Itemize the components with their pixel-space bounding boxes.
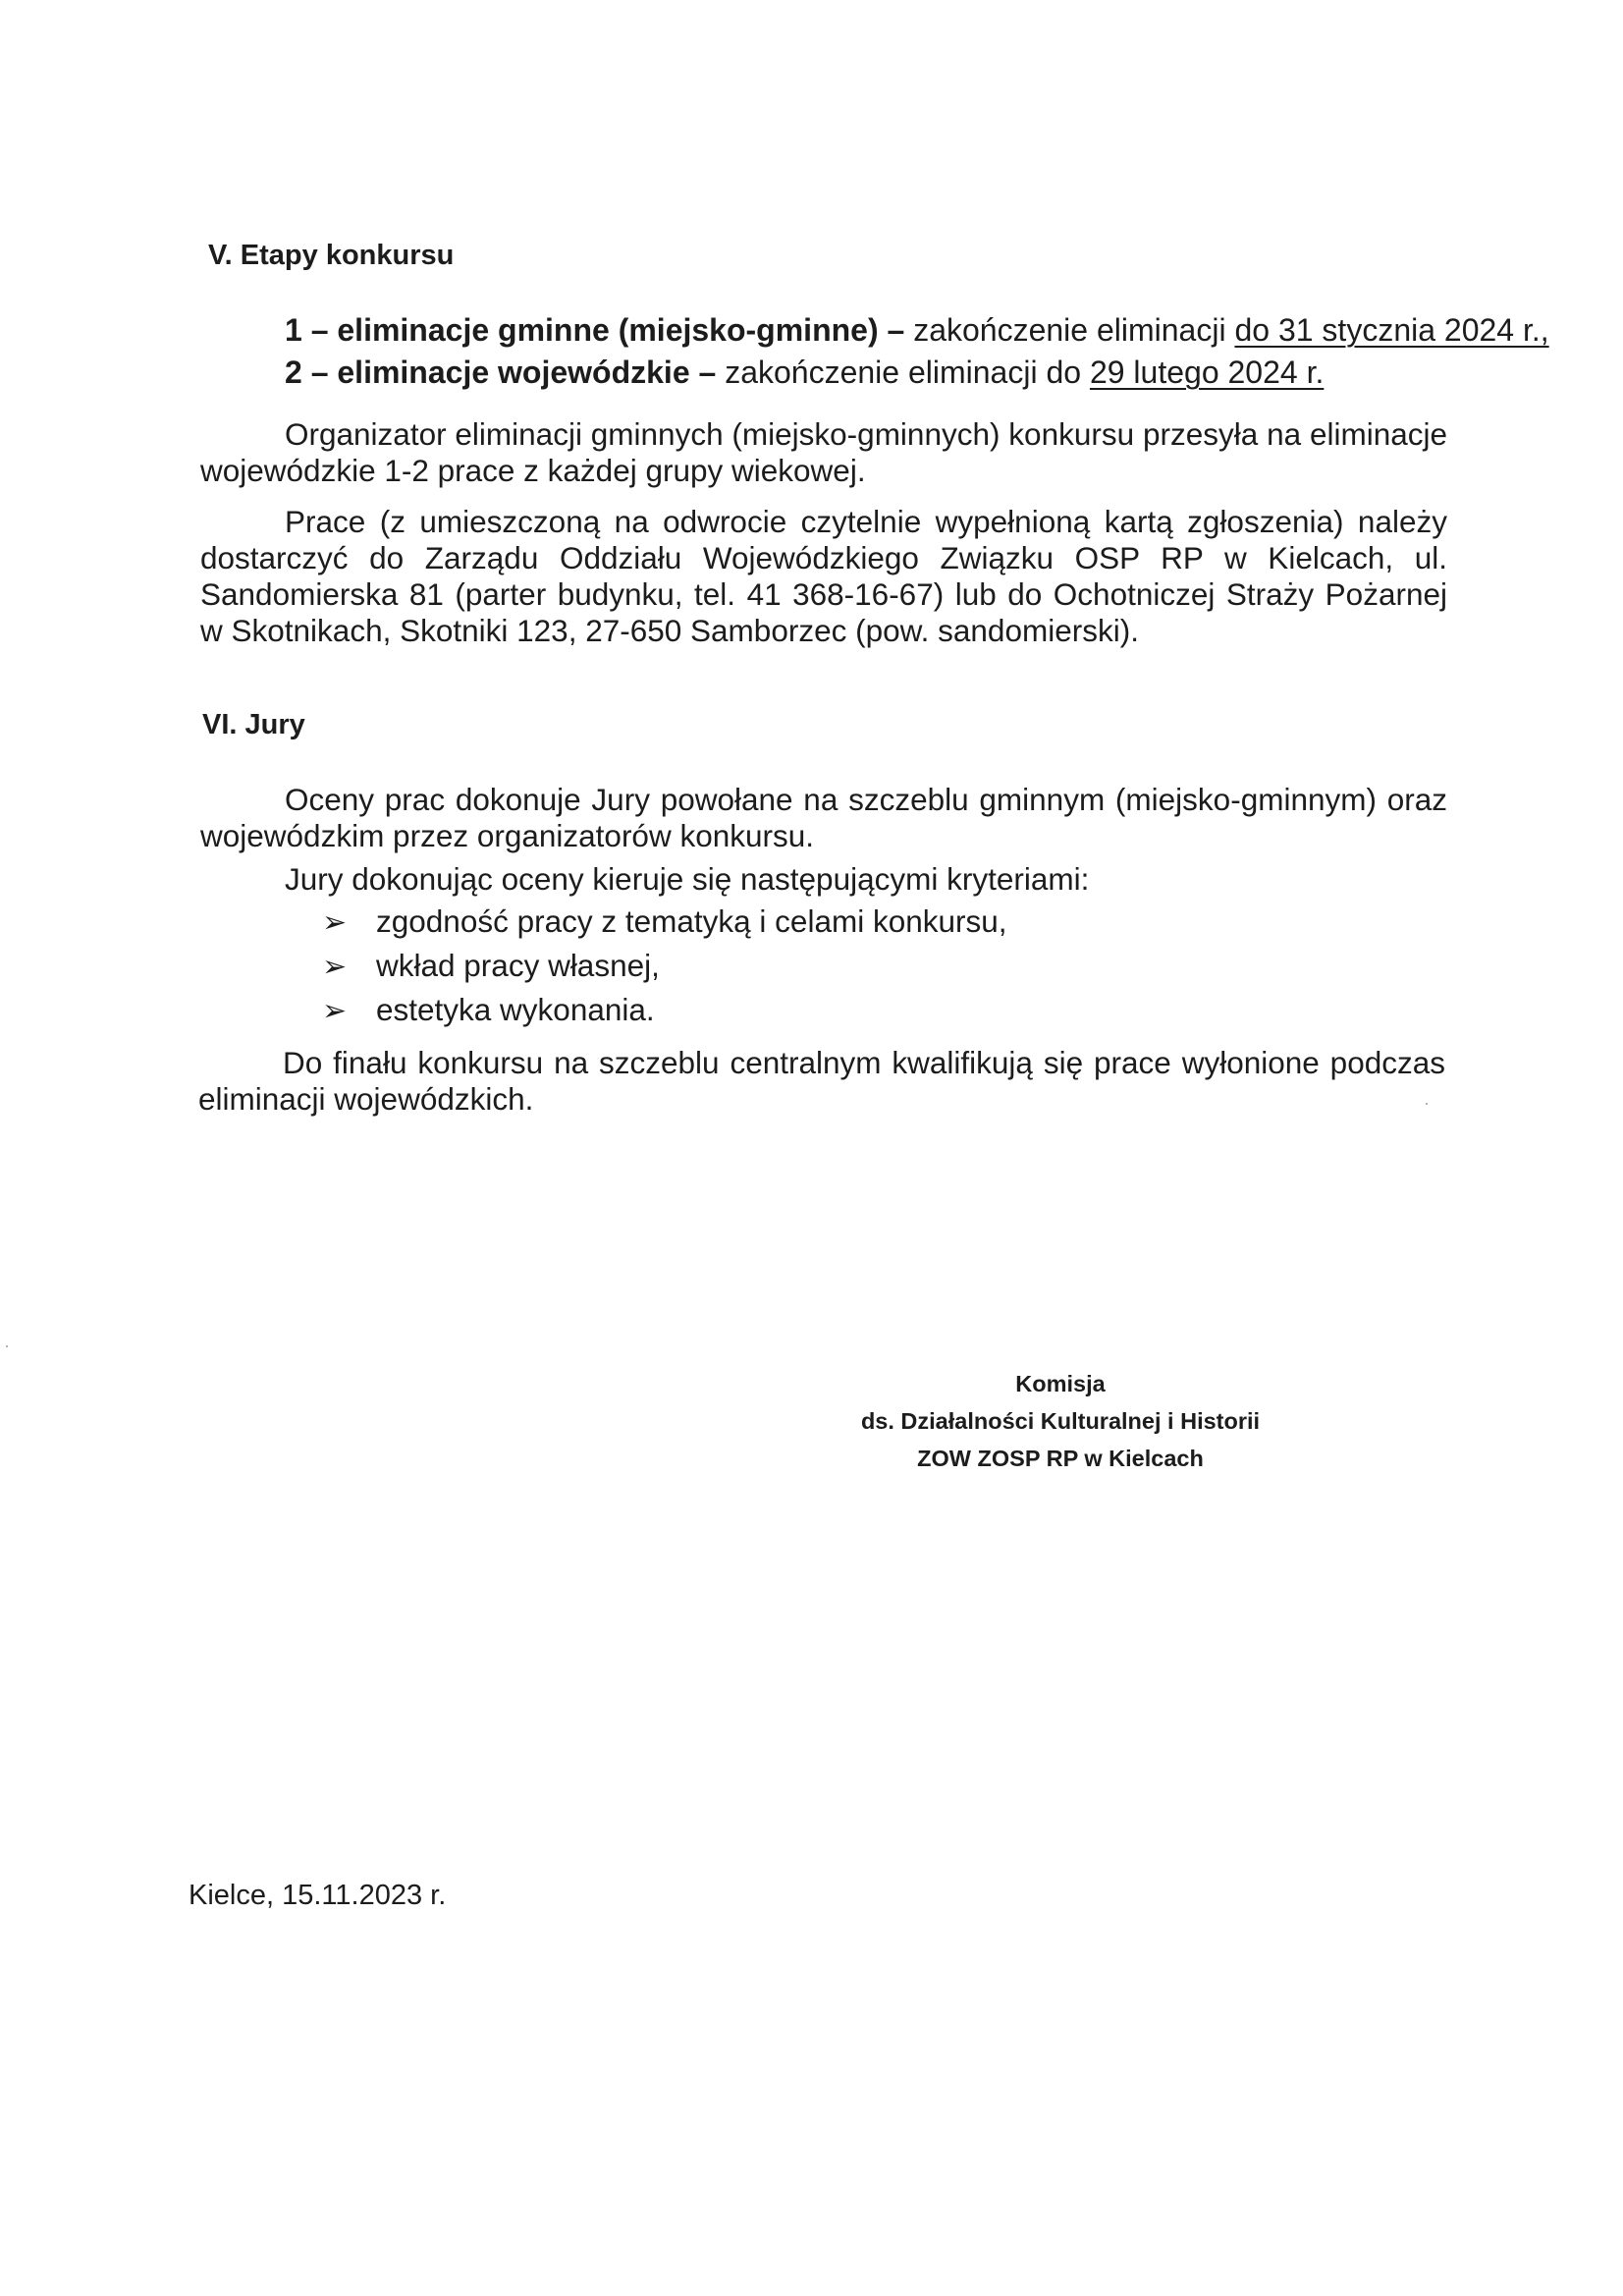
criteria-intro: Jury dokonując oceny kieruje się następującymi kryteriami: xyxy=(285,861,1090,897)
stage-1-deadline: do 31 stycznia 2024 r., xyxy=(1234,312,1549,348)
list-item: ➢ wkład pracy własnej, xyxy=(322,944,1007,988)
signature-line: Komisja xyxy=(1015,1371,1106,1396)
jury-paragraph: Oceny prac dokonuje Jury powołane na szczeblu gminnym (miejsko-gminnym) oraz wojewódzkim przez organizatorów konkursu. xyxy=(200,782,1447,853)
stage-1-text: zakończenie eliminacji xyxy=(904,312,1235,348)
arrow-bullet-icon: ➢ xyxy=(322,906,348,939)
stage-2-deadline: 29 lutego 2024 r. xyxy=(1089,355,1325,390)
section-v-heading: V. Etapy konkursu xyxy=(208,240,455,271)
stage-1-lead: 1 – eliminacje gminne (miejsko-gminne) – xyxy=(285,312,905,348)
scan-speck xyxy=(6,1345,8,1347)
list-item: ➢ estetyka wykonania. xyxy=(322,988,1007,1032)
signature-line: ZOW ZOSP RP w Kielcach xyxy=(917,1446,1204,1471)
stage-2-line xyxy=(285,355,1324,391)
criteria-list xyxy=(322,900,1007,1032)
submission-paragraph: Prace (z umieszczoną na odwrocie czytelnie wypełnioną kartą zgłoszenia) należy dostarczyć do Zarządu Oddziału Wojewódzkiego Związku OSP RP w Kielcach, ul. Sandomierska 81 (parter budynku, tel. 41 368-16-67) lub do Ochotniczej Straży Pożarnej w Skotnikach, Skotniki 123, 27-650 Samborzec (pow. sandomierski). xyxy=(200,504,1447,648)
organizer-paragraph: Organizator eliminacji gminnych (miejsko-gminnych) konkursu przesyła na eliminacje wojewódzkie 1-2 prace z każdej grupy wiekowej. xyxy=(200,416,1447,488)
section-vi-heading: VI. Jury xyxy=(202,709,305,740)
arrow-bullet-icon: ➢ xyxy=(322,951,348,983)
stage-2-lead: 2 – eliminacje wojewódzkie – xyxy=(285,355,717,390)
signature-line: ds. Działalności Kulturalnej i Historii xyxy=(860,1408,1261,1434)
place-date: Kielce, 15.11.2023 r. xyxy=(189,1880,447,1911)
arrow-bullet-icon: ➢ xyxy=(322,995,348,1027)
final-paragraph: Do finału konkursu na szczeblu centralnym kwalifikują się prace wyłonione podczas eliminacji wojewódzkich. xyxy=(198,1045,1445,1117)
scan-speck xyxy=(1426,1103,1428,1105)
list-item: ➢ zgodność pracy z tematyką i celami konkursu, xyxy=(322,900,1007,944)
stage-2-text: zakończenie eliminacji do xyxy=(716,355,1090,390)
signature-block xyxy=(785,1365,1335,1477)
stage-1-line xyxy=(285,312,1549,349)
